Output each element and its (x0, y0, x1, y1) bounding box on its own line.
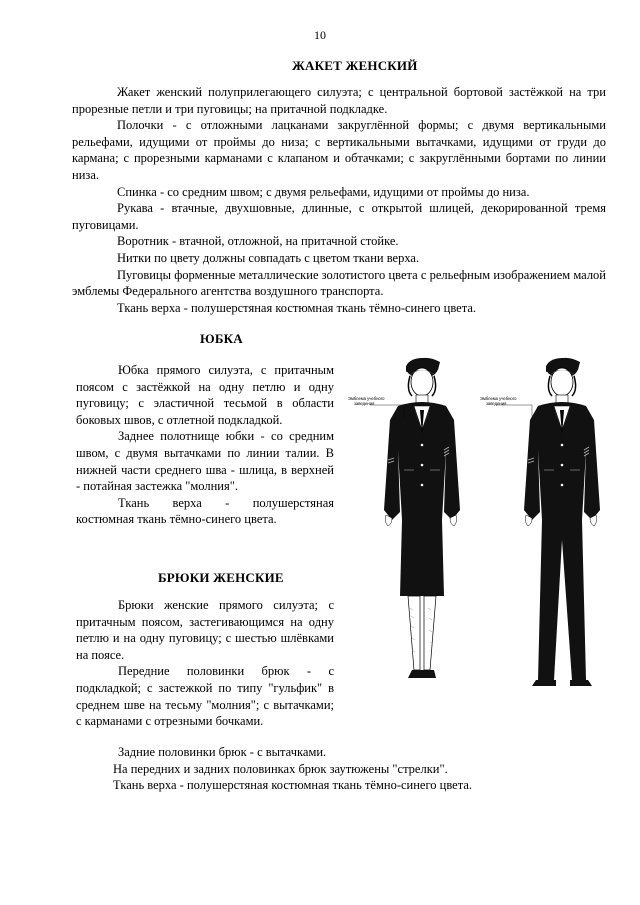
trousers-tail-line: Задние половинки брюк - с вытачками. (118, 745, 327, 759)
jacket-paragraph: Спинка - со средним швом; с двумя рельефами, идущими от проймы до низа. (117, 184, 530, 199)
figure-skirt (384, 358, 460, 678)
page-number: 10 (314, 28, 326, 42)
skirt-paragraph: Ткань верха - полушерстяная костюмная ткань тёмно-синего цвета. (76, 495, 334, 527)
trousers-tail-line: Ткань верха - полушерстяная костюмная ткань тёмно-синего цвета. (113, 778, 472, 793)
skirt-paragraph: Заднее полотнище юбки - со средним швом, с двумя вытачками по линии талии. В нижней части среднего шва - шлица, в верхней - потайная застежка "молния". (76, 429, 334, 494)
trousers-description (76, 597, 334, 730)
jacket-paragraph: Жакет женский полуприлегающего силуэта; с центральной бортовой застёжкой на три прорезные петли и три пуговицы; на притачной подкладке. (72, 85, 606, 116)
skirt-heading: ЮБКА (200, 331, 243, 346)
skirt-description (76, 362, 334, 528)
jacket-heading: ЖАКЕТ ЖЕНСКИЙ (292, 58, 418, 73)
trousers-tail-line: На передних и задних половинках брюк заутюжены "стрелки". (113, 761, 448, 776)
emblem-label-left: Эмблема учебного заведения (348, 396, 385, 406)
trousers-paragraph: Брюки женские прямого силуэта; с притачным поясом, застегивающимся на одну петлю и на одну пуговицу; с шестью шлёвками на поясе. (76, 598, 334, 662)
jacket-paragraph: Воротник - втачной, отложной, на притачной стойке. (117, 234, 399, 249)
trousers-paragraph: Передние половинки брюк - с подкладкой; с застежкой по типу "гульфик" в среднем шве на тесьму "молния"; с вытачками; с карманами с отрезными бочками. (76, 664, 334, 729)
skirt-paragraph: Юбка прямого силуэта, с притачным поясом с застёжкой на одну петлю и одну пуговицу; с эластичной тесьмой в области боковых швов, с отлетной подкладкой. (76, 363, 334, 427)
trousers-heading: БРЮКИ ЖЕНСКИЕ (158, 570, 284, 585)
jacket-paragraph: Полочки - с отложными лацканами закруглённой формы; с двумя вертикальными рельефами, идущими от проймы до низа; с вертикальными вытачками, идущими от груди до кармана; с прорезными карманами с клапаном и обтачками; с закруглёнными бортами по линии низа. (72, 118, 606, 182)
jacket-paragraph: Рукава - втачные, двухшовные, длинные, с открытой шлицей, декорированной тремя пуговицами. (72, 201, 606, 232)
jacket-paragraph: Нитки по цвету должны совпадать с цветом ткани верха. (117, 250, 420, 265)
trousers-tail (76, 744, 606, 794)
uniform-illustration (340, 340, 630, 740)
figure-trousers (524, 358, 600, 686)
jacket-paragraph: Ткань верха - полушерстяная костюмная ткань тёмно-синего цвета. (117, 300, 476, 315)
jacket-description (72, 84, 606, 316)
emblem-label-right: Эмблема учебного заведения (480, 396, 517, 406)
jacket-paragraph: Пуговицы форменные металлические золотистого цвета с рельефным изображением малой эмблемы Федерального агентства воздушного транспорта. (72, 267, 606, 299)
